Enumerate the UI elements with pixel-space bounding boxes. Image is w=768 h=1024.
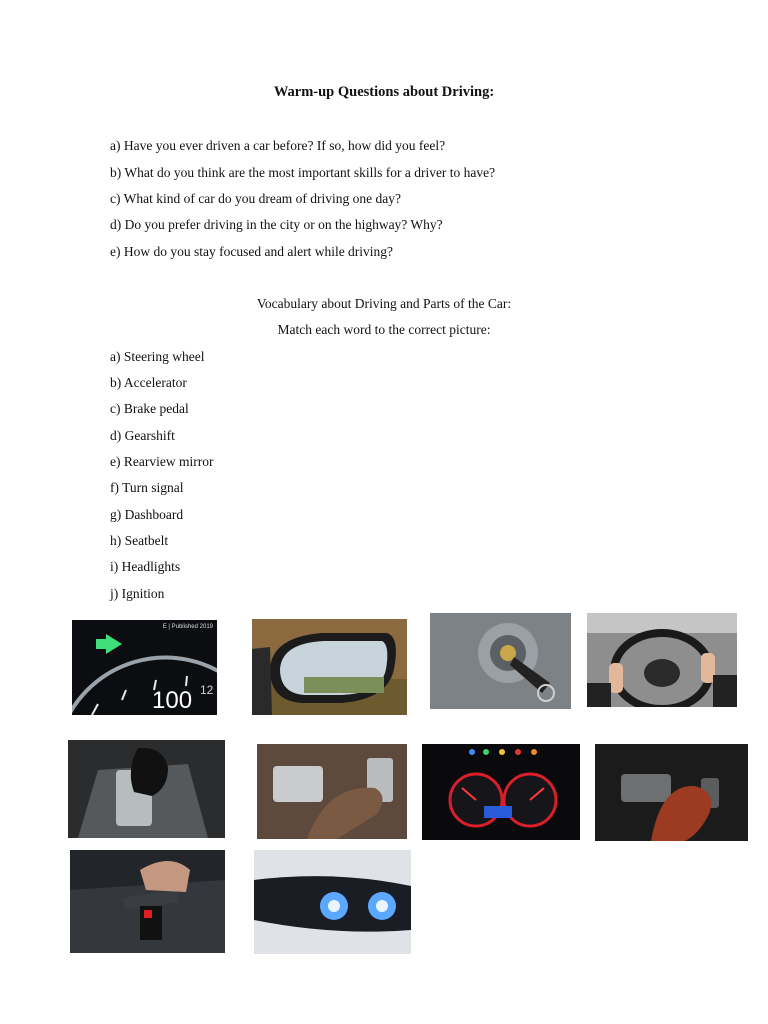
- ignition-photo: [430, 613, 571, 709]
- vocabulary-item: j) Ignition: [110, 586, 165, 601]
- vocabulary-item: c) Brake pedal: [110, 401, 189, 416]
- turn-signal-photo: [72, 620, 217, 715]
- gearshift-illustration: [68, 740, 225, 838]
- seatbelt-illustration: [70, 850, 225, 953]
- vocabulary-item: e) Rearview mirror: [110, 454, 214, 469]
- brake-pedal-illustration: [595, 744, 748, 841]
- warmup-question: a) Have you ever driven a car before? If so, how did you feel?: [110, 138, 446, 153]
- brake-pedal-photo: [595, 744, 748, 841]
- warmup-question: d) Do you prefer driving in the city or on the highway? Why?: [110, 217, 443, 232]
- seatbelt-photo: [70, 850, 225, 953]
- vocabulary-item: h) Seatbelt: [110, 533, 169, 548]
- steering-wheel-photo: [587, 613, 737, 707]
- turn-signal-illustration: [72, 620, 217, 715]
- speed-readout-next: 12: [200, 683, 214, 697]
- rearview-mirror-photo: [252, 619, 407, 715]
- vocabulary-instruction: Match each word to the correct picture:: [277, 322, 491, 337]
- headlights-photo: [254, 850, 411, 954]
- ignition-illustration: [430, 613, 571, 709]
- vocabulary-item: b) Accelerator: [110, 375, 187, 390]
- dashboard-photo: [422, 744, 580, 840]
- mirror-illustration: [252, 619, 407, 715]
- accelerator-illustration: [257, 744, 407, 839]
- vocabulary-item: a) Steering wheel: [110, 349, 205, 364]
- dashboard-illustration: [422, 744, 580, 840]
- vocabulary-item: g) Dashboard: [110, 507, 184, 522]
- gearshift-photo: [68, 740, 225, 838]
- vocabulary-item: i) Headlights: [110, 559, 181, 574]
- warmup-question: b) What do you think are the most important skills for a driver to have?: [110, 165, 496, 180]
- photo-caption: E | Published 2019: [162, 624, 213, 630]
- vocabulary-heading: Vocabulary about Driving and Parts of the Car:: [256, 296, 512, 311]
- warmup-question: c) What kind of car do you dream of driving one day?: [110, 191, 402, 206]
- worksheet-title: Warm-up Questions about Driving:: [273, 84, 495, 100]
- vocabulary-item: d) Gearshift: [110, 428, 175, 443]
- headlights-illustration: [254, 850, 411, 954]
- warmup-question: e) How do you stay focused and alert while driving?: [110, 244, 394, 259]
- steering-wheel-illustration: [587, 613, 737, 707]
- vocabulary-item: f) Turn signal: [110, 480, 184, 495]
- speed-readout: 100: [152, 687, 193, 714]
- accelerator-photo: [257, 744, 407, 839]
